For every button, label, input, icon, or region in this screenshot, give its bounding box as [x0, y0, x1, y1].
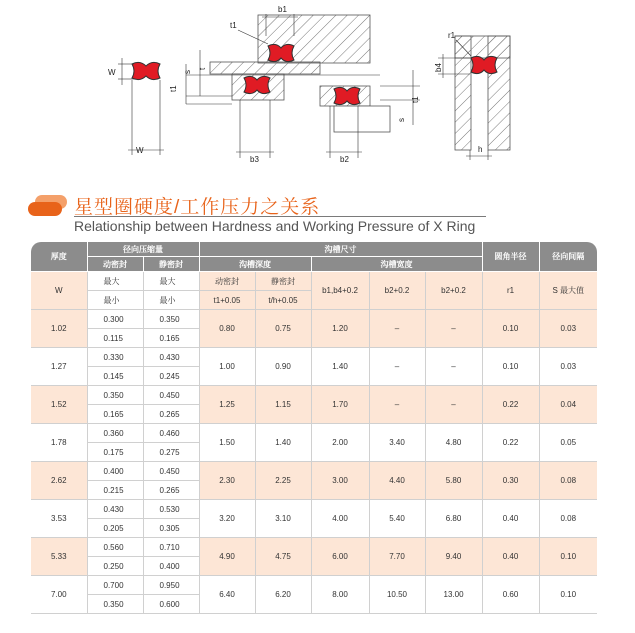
cell-groove-width-b1: 1.20: [311, 310, 369, 348]
cell-groove-width-b1: 1.40: [311, 348, 369, 386]
cell-groove-width-b2a: –: [369, 348, 425, 386]
cell-stat-min: 0.165: [143, 329, 199, 348]
cell-groove-depth-stat: 0.90: [255, 348, 311, 386]
subheader-stat-tol: t/h+0.05: [255, 291, 311, 310]
cell-groove-width-b2a: –: [369, 386, 425, 424]
cell-stat-min: 0.275: [143, 443, 199, 462]
cell-corner-radius: 0.40: [482, 500, 539, 538]
header-groove-depth: 沟槽深度: [199, 257, 311, 272]
x-ring-groove-diagram: [0, 0, 635, 170]
cell-dyn-max: 0.400: [87, 462, 143, 481]
dim-label-t1-right: t1: [411, 96, 420, 103]
subheader-stat-t: 静密封: [255, 272, 311, 291]
cell-stat-min: 0.400: [143, 557, 199, 576]
header-thickness: 厚度: [31, 242, 87, 272]
xring-section-left: [108, 58, 164, 155]
subheader-r1: r1: [482, 272, 539, 310]
table-row: [31, 538, 597, 557]
subheader-w: W: [31, 272, 87, 310]
dim-label-b3: b3: [250, 155, 259, 164]
cell-groove-depth-dyn: 1.25: [199, 386, 255, 424]
cell-groove-depth-dyn: 2.30: [199, 462, 255, 500]
cell-dyn-min: 0.215: [87, 481, 143, 500]
cell-stat-min: 0.305: [143, 519, 199, 538]
cell-stat-max: 0.530: [143, 500, 199, 519]
subheader-b2a: b2+0.2: [369, 272, 425, 310]
table-body: [31, 272, 597, 614]
cell-stat-min: 0.265: [143, 405, 199, 424]
cell-groove-width-b2a: 4.40: [369, 462, 425, 500]
cell-groove-width-b2a: 10.50: [369, 576, 425, 614]
cell-groove-depth-stat: 1.40: [255, 424, 311, 462]
dim-label-w-bottom: W: [136, 146, 144, 155]
table-row: [31, 462, 597, 481]
cell-corner-radius: 0.22: [482, 386, 539, 424]
header-dynamic: 动密封: [87, 257, 143, 272]
section-title: [28, 190, 598, 238]
cell-groove-depth-stat: 1.15: [255, 386, 311, 424]
dim-label-s-right: s: [397, 118, 406, 122]
cell-thickness: 2.62: [31, 462, 87, 500]
cell-radial-gap: 0.08: [539, 500, 597, 538]
cell-corner-radius: 0.30: [482, 462, 539, 500]
cell-groove-depth-stat: 4.75: [255, 538, 311, 576]
cell-thickness: 3.53: [31, 500, 87, 538]
header-static: 静密封: [143, 257, 199, 272]
cell-stat-max: 0.710: [143, 538, 199, 557]
subheader-dyn-min: 最小: [87, 291, 143, 310]
header-groove-size: 沟槽尺寸: [199, 242, 482, 257]
cell-radial-gap: 0.03: [539, 348, 597, 386]
cell-radial-gap: 0.05: [539, 424, 597, 462]
dim-label-b1: b1: [278, 5, 287, 14]
title-chinese: 星型圈硬度/工作压力之关系: [74, 197, 321, 218]
cell-groove-width-b1: 4.00: [311, 500, 369, 538]
cell-corner-radius: 0.40: [482, 538, 539, 576]
dim-label-s-mid: s: [183, 70, 192, 74]
cell-thickness: 1.02: [31, 310, 87, 348]
cell-groove-width-b1: 8.00: [311, 576, 369, 614]
dim-label-b4: b4: [434, 63, 443, 72]
cell-groove-depth-dyn: 1.00: [199, 348, 255, 386]
title-accent-front: [28, 202, 62, 216]
subheader-stat-max: 最大: [143, 272, 199, 291]
cell-corner-radius: 0.10: [482, 348, 539, 386]
cell-dyn-max: 0.300: [87, 310, 143, 329]
cell-corner-radius: 0.60: [482, 576, 539, 614]
cell-groove-depth-stat: 6.20: [255, 576, 311, 614]
cell-dyn-min: 0.175: [87, 443, 143, 462]
table-row: [31, 310, 597, 329]
cell-dyn-min: 0.205: [87, 519, 143, 538]
cell-dyn-max: 0.360: [87, 424, 143, 443]
cell-stat-min: 0.245: [143, 367, 199, 386]
cell-groove-width-b2b: –: [425, 386, 482, 424]
cell-thickness: 7.00: [31, 576, 87, 614]
axial-groove-detail: [434, 31, 510, 160]
cell-dyn-min: 0.165: [87, 405, 143, 424]
cell-groove-depth-dyn: 0.80: [199, 310, 255, 348]
subheader-dyn-tol: t1+0.05: [199, 291, 255, 310]
groove-dimension-table: [31, 242, 597, 614]
cell-corner-radius: 0.10: [482, 310, 539, 348]
cell-stat-max: 0.460: [143, 424, 199, 443]
table-row: [31, 348, 597, 367]
cell-dyn-max: 0.430: [87, 500, 143, 519]
cell-radial-gap: 0.10: [539, 538, 597, 576]
cell-dyn-max: 0.700: [87, 576, 143, 595]
cell-groove-depth-dyn: 1.50: [199, 424, 255, 462]
cell-groove-depth-dyn: 4.90: [199, 538, 255, 576]
cell-stat-min: 0.265: [143, 481, 199, 500]
table-row: [31, 576, 597, 595]
dim-label-t1-left: t1: [169, 85, 178, 92]
dim-label-t-mid: t: [198, 67, 207, 70]
subheader-dyn-t1: 动密封: [199, 272, 255, 291]
cell-groove-width-b2b: 5.80: [425, 462, 482, 500]
cell-groove-width-b2a: 5.40: [369, 500, 425, 538]
table-row: [31, 386, 597, 405]
cell-groove-depth-stat: 2.25: [255, 462, 311, 500]
cell-groove-width-b2b: 6.80: [425, 500, 482, 538]
cell-stat-max: 0.950: [143, 576, 199, 595]
cell-groove-depth-dyn: 3.20: [199, 500, 255, 538]
cell-groove-width-b2b: –: [425, 348, 482, 386]
cell-groove-width-b1: 1.70: [311, 386, 369, 424]
title-english: Relationship between Hardness and Working Pressure of X Ring: [74, 218, 476, 234]
subheader-dyn-max: 最大: [87, 272, 143, 291]
cell-dyn-max: 0.560: [87, 538, 143, 557]
cell-groove-width-b2b: 13.00: [425, 576, 482, 614]
subheader-b2b: b2+0.2: [425, 272, 482, 310]
header-radial-compression: 径向压缩量: [87, 242, 199, 257]
dim-label-h: h: [478, 145, 483, 154]
subheader-stat-min: 最小: [143, 291, 199, 310]
cell-thickness: 5.33: [31, 538, 87, 576]
cell-dyn-max: 0.350: [87, 386, 143, 405]
dim-label-r1: r1: [448, 31, 456, 40]
cell-radial-gap: 0.10: [539, 576, 597, 614]
cell-radial-gap: 0.03: [539, 310, 597, 348]
cell-stat-max: 0.450: [143, 386, 199, 405]
title-divider: [74, 216, 486, 217]
cell-stat-max: 0.430: [143, 348, 199, 367]
cell-thickness: 1.52: [31, 386, 87, 424]
cell-corner-radius: 0.22: [482, 424, 539, 462]
cell-dyn-min: 0.115: [87, 329, 143, 348]
cell-stat-max: 0.350: [143, 310, 199, 329]
cell-groove-width-b2b: –: [425, 310, 482, 348]
cell-groove-width-b1: 3.00: [311, 462, 369, 500]
table-row: [31, 424, 597, 443]
cell-radial-gap: 0.08: [539, 462, 597, 500]
table-row: [31, 500, 597, 519]
subheader-row-1: [31, 272, 597, 291]
cell-groove-width-b2b: 4.80: [425, 424, 482, 462]
dim-label-b2: b2: [340, 155, 349, 164]
dim-label-w-left: W: [108, 68, 116, 77]
header-radial-gap: 径向间隔: [539, 242, 597, 272]
cell-radial-gap: 0.04: [539, 386, 597, 424]
subheader-s-max: S 最大值: [539, 272, 597, 310]
cell-thickness: 1.27: [31, 348, 87, 386]
cell-groove-width-b2a: 7.70: [369, 538, 425, 576]
cell-dyn-max: 0.330: [87, 348, 143, 367]
cell-groove-width-b2a: –: [369, 310, 425, 348]
cell-stat-min: 0.600: [143, 595, 199, 614]
cell-groove-depth-dyn: 6.40: [199, 576, 255, 614]
cell-dyn-min: 0.250: [87, 557, 143, 576]
dim-label-t1-top: t1: [230, 21, 237, 30]
cell-groove-width-b1: 6.00: [311, 538, 369, 576]
cell-thickness: 1.78: [31, 424, 87, 462]
header-corner-radius: 圆角半径: [482, 242, 539, 272]
cell-stat-max: 0.450: [143, 462, 199, 481]
cell-groove-width-b2b: 9.40: [425, 538, 482, 576]
header-groove-width: 沟槽宽度: [311, 257, 482, 272]
cell-groove-width-b2a: 3.40: [369, 424, 425, 462]
cell-groove-width-b1: 2.00: [311, 424, 369, 462]
cell-dyn-min: 0.350: [87, 595, 143, 614]
cell-groove-depth-stat: 0.75: [255, 310, 311, 348]
housing-assembly: [169, 5, 420, 164]
subheader-b1: b1,b4+0.2: [311, 272, 369, 310]
cell-dyn-min: 0.145: [87, 367, 143, 386]
cell-groove-depth-stat: 3.10: [255, 500, 311, 538]
